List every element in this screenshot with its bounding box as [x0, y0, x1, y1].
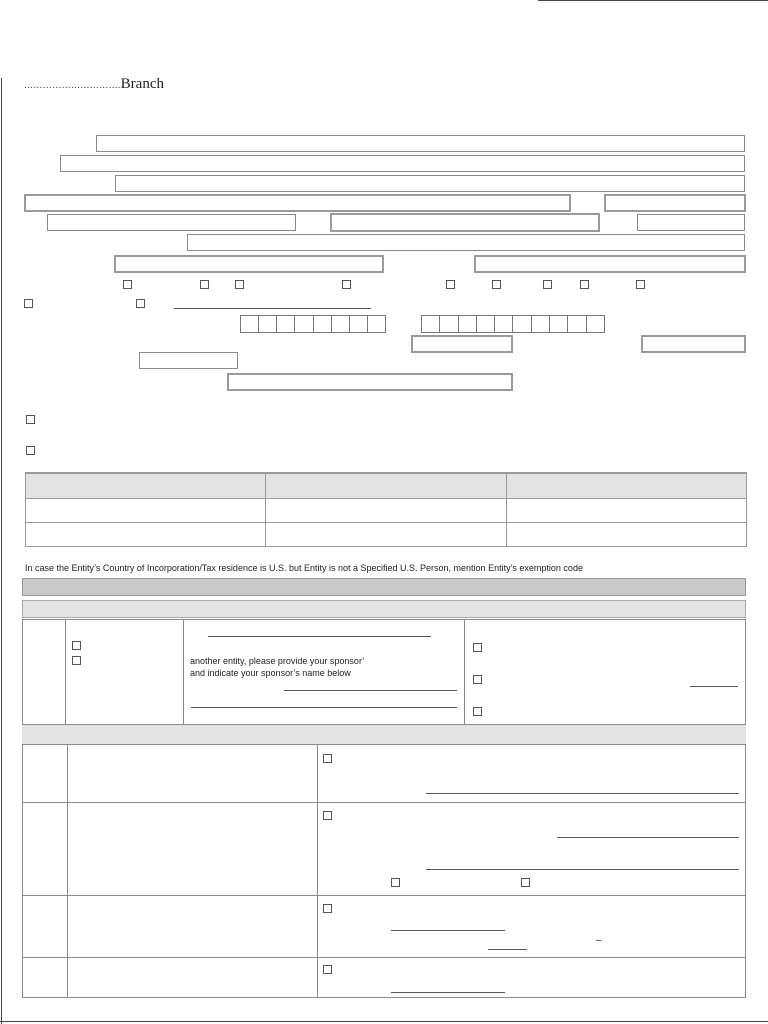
left-border [1, 78, 2, 1024]
entity-type-checkbox-6[interactable] [492, 280, 501, 289]
other-type-checkbox-2[interactable] [136, 299, 145, 308]
classification-row-divider-3 [22, 957, 746, 958]
other-type-checkbox-1[interactable] [24, 299, 33, 308]
classification-line-4 [391, 930, 505, 931]
sponsor-text-line-2: and indicate your sponsor’s name below [190, 668, 351, 678]
classification-table [22, 744, 746, 998]
classification-col-divider-2 [317, 744, 318, 998]
entity-type-checkbox-7[interactable] [543, 280, 552, 289]
tax-id-digit-boxes[interactable] [240, 315, 386, 333]
classification-checkbox-3[interactable] [323, 904, 332, 913]
top-right-rule [538, 0, 768, 1]
table-header-cell [266, 473, 506, 498]
classification-line-3 [426, 869, 739, 870]
section-c-band [22, 725, 746, 744]
entity-name-field-2[interactable] [60, 155, 745, 172]
classification-checkbox-1[interactable] [323, 754, 332, 763]
sponsor-col-divider-3 [464, 619, 465, 725]
classification-row-divider-1 [22, 802, 746, 803]
entity-type-checkbox-2[interactable] [200, 280, 209, 289]
classification-checkbox-2[interactable] [323, 811, 332, 820]
classification-line-5 [488, 949, 527, 950]
table-cell[interactable] [506, 522, 746, 546]
expiry-date-field[interactable] [641, 335, 746, 353]
entity-type-checkbox-8[interactable] [580, 280, 589, 289]
sponsor-name-line [284, 690, 457, 691]
declaration-checkbox-1[interactable] [26, 415, 35, 424]
classification-no-checkbox[interactable] [521, 878, 530, 887]
sponsor-col-divider-2 [183, 619, 184, 725]
table-cell[interactable] [26, 522, 266, 546]
city-field[interactable] [47, 214, 296, 231]
fatca-exemption-note: In case the Entity’s Country of Incorporation/Tax residence is U.S. but Entity is not a Specified U.S. Person, mention Entity’s exemption code [25, 563, 583, 573]
table-cell[interactable] [266, 498, 506, 522]
entity-type-checkbox-5[interactable] [446, 280, 455, 289]
table-header-cell [506, 473, 746, 498]
table-header-cell [26, 473, 266, 498]
address-number-field[interactable] [604, 194, 746, 212]
entity-type-checkbox-4[interactable] [342, 280, 351, 289]
classification-line-1 [426, 793, 739, 794]
status-checkbox-1[interactable] [473, 643, 482, 652]
classification-line-2 [557, 837, 739, 838]
classification-line-6 [391, 992, 505, 993]
entity-type-checkbox-9[interactable] [636, 280, 645, 289]
sponsor-line-top [208, 636, 431, 637]
address-field[interactable] [24, 194, 571, 212]
branch-line [24, 76, 164, 96]
employees-field[interactable] [139, 352, 238, 369]
table-cell[interactable] [266, 522, 506, 546]
entity-name-field[interactable] [96, 135, 745, 152]
activity-field[interactable] [227, 373, 513, 391]
issue-date-field[interactable] [411, 335, 513, 353]
classification-row-divider-2 [22, 895, 746, 896]
registration-field[interactable] [115, 175, 745, 192]
classification-yes-checkbox[interactable] [391, 878, 400, 887]
table-cell[interactable] [26, 498, 266, 522]
table-cell[interactable] [506, 498, 746, 522]
email-field[interactable] [474, 255, 746, 273]
postal-code-field[interactable] [637, 214, 745, 231]
section-header-band [22, 578, 746, 596]
sponsor-text-line-1: another entity, please provide your sponsor’ [190, 656, 365, 666]
country-field[interactable] [187, 234, 745, 251]
sponsor-name-line-2 [191, 707, 457, 708]
status-checkbox-2[interactable] [473, 675, 482, 684]
phone-field[interactable] [114, 255, 384, 273]
entity-type-checkbox-1[interactable] [123, 280, 132, 289]
branch-label: Branch [120, 76, 164, 92]
bottom-border [0, 1021, 768, 1022]
registration-digit-boxes[interactable] [421, 315, 605, 333]
region-field[interactable] [330, 213, 600, 232]
classification-checkbox-4[interactable] [323, 965, 332, 974]
entity-type-checkbox-3[interactable] [235, 280, 244, 289]
section-subheader-band [22, 600, 746, 618]
sponsor-col-divider-1 [65, 619, 66, 725]
classification-col-divider-1 [67, 744, 68, 998]
branch-dotted-leader: …………………………. [24, 80, 121, 90]
tax-residence-table [25, 472, 747, 547]
status-checkbox-3[interactable] [473, 707, 482, 716]
other-type-underline [174, 308, 371, 309]
declaration-checkbox-2[interactable] [26, 446, 35, 455]
sponsor-checkbox-1[interactable] [72, 641, 81, 650]
status-line [690, 686, 738, 687]
classification-dash: – [596, 935, 602, 946]
sponsor-checkbox-2[interactable] [72, 656, 81, 665]
sponsor-block [22, 619, 746, 725]
